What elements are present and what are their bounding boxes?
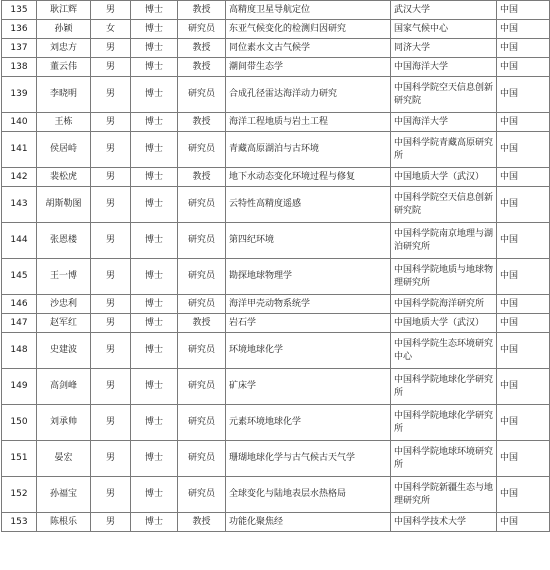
row-number-cell: 149 — [2, 369, 37, 405]
row-number-cell: 150 — [2, 405, 37, 441]
research-field-cell: 珊瑚地球化学与古气候古天气学 — [226, 441, 391, 477]
research-field-cell: 第四纪环境 — [226, 223, 391, 259]
person-name-cell: 孙颖 — [37, 20, 91, 39]
organization-cell: 中国地质大学（武汉） — [391, 314, 497, 333]
person-name-cell: 王栋 — [37, 113, 91, 132]
research-field-cell: 环境地球化学 — [226, 333, 391, 369]
nationality-cell: 中国 — [497, 405, 550, 441]
table-row — [2, 259, 550, 295]
person-name-cell: 侯居峙 — [37, 132, 91, 168]
job-title-cell: 教授 — [178, 113, 226, 132]
person-name-cell: 刘忠方 — [37, 39, 91, 58]
degree-cell: 博士 — [131, 113, 178, 132]
job-title-cell: 教授 — [178, 513, 226, 532]
roster-table — [1, 0, 550, 532]
degree-cell: 博士 — [131, 333, 178, 369]
organization-cell: 中国科学院空天信息创新研究院 — [391, 77, 497, 113]
organization-cell: 武汉大学 — [391, 1, 497, 20]
degree-cell: 博士 — [131, 259, 178, 295]
table-row — [2, 20, 550, 39]
nationality-cell: 中国 — [497, 1, 550, 20]
gender-cell: 男 — [91, 259, 131, 295]
organization-cell: 中国科学院地球化学研究所 — [391, 405, 497, 441]
job-title-cell: 研究员 — [178, 259, 226, 295]
organization-cell: 中国科学院地质与地球物理研究所 — [391, 259, 497, 295]
degree-cell: 博士 — [131, 168, 178, 187]
person-name-cell: 陈根乐 — [37, 513, 91, 532]
person-name-cell: 孙福宝 — [37, 477, 91, 513]
job-title-cell: 研究员 — [178, 132, 226, 168]
gender-cell: 男 — [91, 187, 131, 223]
nationality-cell: 中国 — [497, 39, 550, 58]
row-number-cell: 148 — [2, 333, 37, 369]
research-field-cell: 矿床学 — [226, 369, 391, 405]
table-row — [2, 58, 550, 77]
job-title-cell: 研究员 — [178, 477, 226, 513]
job-title-cell: 教授 — [178, 39, 226, 58]
table-row — [2, 295, 550, 314]
nationality-cell: 中国 — [497, 132, 550, 168]
person-name-cell: 赵军红 — [37, 314, 91, 333]
degree-cell: 博士 — [131, 295, 178, 314]
organization-cell: 中国科学院新疆生态与地理研究所 — [391, 477, 497, 513]
row-number-cell: 141 — [2, 132, 37, 168]
nationality-cell: 中国 — [497, 333, 550, 369]
degree-cell: 博士 — [131, 441, 178, 477]
research-field-cell: 同位素水文古气候学 — [226, 39, 391, 58]
table-row — [2, 441, 550, 477]
organization-cell: 中国科学院生态环境研究中心 — [391, 333, 497, 369]
table-row — [2, 187, 550, 223]
research-field-cell: 元素环境地球化学 — [226, 405, 391, 441]
organization-cell: 中国海洋大学 — [391, 58, 497, 77]
table-row — [2, 132, 550, 168]
organization-cell: 中国科学院地球环境研究所 — [391, 441, 497, 477]
person-name-cell: 晏宏 — [37, 441, 91, 477]
nationality-cell: 中国 — [497, 113, 550, 132]
organization-cell: 中国科学院海洋研究所 — [391, 295, 497, 314]
person-name-cell: 王一博 — [37, 259, 91, 295]
row-number-cell: 145 — [2, 259, 37, 295]
degree-cell: 博士 — [131, 1, 178, 20]
gender-cell: 男 — [91, 132, 131, 168]
person-name-cell: 张恩楼 — [37, 223, 91, 259]
nationality-cell: 中国 — [497, 168, 550, 187]
table-row — [2, 1, 550, 20]
row-number-cell: 153 — [2, 513, 37, 532]
nationality-cell: 中国 — [497, 20, 550, 39]
gender-cell: 男 — [91, 1, 131, 20]
row-number-cell: 136 — [2, 20, 37, 39]
research-field-cell: 高精度卫星导航定位 — [226, 1, 391, 20]
gender-cell: 男 — [91, 113, 131, 132]
organization-cell: 国家气候中心 — [391, 20, 497, 39]
row-number-cell: 142 — [2, 168, 37, 187]
degree-cell: 博士 — [131, 405, 178, 441]
nationality-cell: 中国 — [497, 295, 550, 314]
table-row — [2, 39, 550, 58]
table-row — [2, 369, 550, 405]
gender-cell: 男 — [91, 168, 131, 187]
degree-cell: 博士 — [131, 314, 178, 333]
table-row — [2, 405, 550, 441]
nationality-cell: 中国 — [497, 477, 550, 513]
table-row — [2, 314, 550, 333]
gender-cell: 男 — [91, 513, 131, 532]
degree-cell: 博士 — [131, 187, 178, 223]
row-number-cell: 137 — [2, 39, 37, 58]
row-number-cell: 138 — [2, 58, 37, 77]
nationality-cell: 中国 — [497, 223, 550, 259]
gender-cell: 男 — [91, 295, 131, 314]
job-title-cell: 教授 — [178, 1, 226, 20]
degree-cell: 博士 — [131, 132, 178, 168]
nationality-cell: 中国 — [497, 58, 550, 77]
research-field-cell: 地下水动态变化环境过程与修复 — [226, 168, 391, 187]
degree-cell: 博士 — [131, 39, 178, 58]
table-row — [2, 168, 550, 187]
nationality-cell: 中国 — [497, 513, 550, 532]
table-row — [2, 77, 550, 113]
nationality-cell: 中国 — [497, 187, 550, 223]
gender-cell: 男 — [91, 314, 131, 333]
row-number-cell: 139 — [2, 77, 37, 113]
gender-cell: 男 — [91, 77, 131, 113]
person-name-cell: 董云伟 — [37, 58, 91, 77]
job-title-cell: 教授 — [178, 168, 226, 187]
row-number-cell: 140 — [2, 113, 37, 132]
research-field-cell: 潮间带生态学 — [226, 58, 391, 77]
organization-cell: 中国地质大学（武汉） — [391, 168, 497, 187]
degree-cell: 博士 — [131, 369, 178, 405]
job-title-cell: 研究员 — [178, 405, 226, 441]
job-title-cell: 研究员 — [178, 187, 226, 223]
row-number-cell: 144 — [2, 223, 37, 259]
gender-cell: 男 — [91, 477, 131, 513]
person-name-cell: 刘承帅 — [37, 405, 91, 441]
research-field-cell: 海洋甲壳动物系统学 — [226, 295, 391, 314]
research-field-cell: 云特性高精度遥感 — [226, 187, 391, 223]
person-name-cell: 耿江辉 — [37, 1, 91, 20]
organization-cell: 中国科学院地球化学研究所 — [391, 369, 497, 405]
organization-cell: 中国科学院空天信息创新研究院 — [391, 187, 497, 223]
organization-cell: 中国科学院南京地理与湖泊研究所 — [391, 223, 497, 259]
gender-cell: 男 — [91, 369, 131, 405]
table-row — [2, 477, 550, 513]
degree-cell: 博士 — [131, 223, 178, 259]
table-row — [2, 223, 550, 259]
person-name-cell: 裴松虎 — [37, 168, 91, 187]
degree-cell: 博士 — [131, 477, 178, 513]
degree-cell: 博士 — [131, 77, 178, 113]
gender-cell: 男 — [91, 58, 131, 77]
person-name-cell: 胡斯勒图 — [37, 187, 91, 223]
table-row — [2, 113, 550, 132]
gender-cell: 男 — [91, 405, 131, 441]
gender-cell: 女 — [91, 20, 131, 39]
gender-cell: 男 — [91, 333, 131, 369]
degree-cell: 博士 — [131, 20, 178, 39]
nationality-cell: 中国 — [497, 259, 550, 295]
organization-cell: 同济大学 — [391, 39, 497, 58]
person-name-cell: 沙忠利 — [37, 295, 91, 314]
gender-cell: 男 — [91, 223, 131, 259]
row-number-cell: 151 — [2, 441, 37, 477]
research-field-cell: 功能化聚焦经 — [226, 513, 391, 532]
organization-cell: 中国科学技术大学 — [391, 513, 497, 532]
research-field-cell: 岩石学 — [226, 314, 391, 333]
degree-cell: 博士 — [131, 58, 178, 77]
row-number-cell: 152 — [2, 477, 37, 513]
job-title-cell: 研究员 — [178, 223, 226, 259]
person-name-cell: 史建波 — [37, 333, 91, 369]
organization-cell: 中国海洋大学 — [391, 113, 497, 132]
row-number-cell: 135 — [2, 1, 37, 20]
gender-cell: 男 — [91, 441, 131, 477]
person-name-cell: 高剑峰 — [37, 369, 91, 405]
research-field-cell: 青藏高原湖泊与古环境 — [226, 132, 391, 168]
gender-cell: 男 — [91, 39, 131, 58]
nationality-cell: 中国 — [497, 441, 550, 477]
person-name-cell: 李晓明 — [37, 77, 91, 113]
roster-body — [2, 1, 550, 532]
job-title-cell: 教授 — [178, 58, 226, 77]
table-row — [2, 513, 550, 532]
row-number-cell: 146 — [2, 295, 37, 314]
research-field-cell: 海洋工程地质与岩土工程 — [226, 113, 391, 132]
job-title-cell: 研究员 — [178, 20, 226, 39]
nationality-cell: 中国 — [497, 369, 550, 405]
research-field-cell: 勘探地球物理学 — [226, 259, 391, 295]
row-number-cell: 143 — [2, 187, 37, 223]
nationality-cell: 中国 — [497, 314, 550, 333]
research-field-cell: 合成孔径雷达海洋动力研究 — [226, 77, 391, 113]
job-title-cell: 研究员 — [178, 369, 226, 405]
job-title-cell: 教授 — [178, 314, 226, 333]
research-field-cell: 东亚气候变化的检测归因研究 — [226, 20, 391, 39]
row-number-cell: 147 — [2, 314, 37, 333]
job-title-cell: 研究员 — [178, 295, 226, 314]
nationality-cell: 中国 — [497, 77, 550, 113]
degree-cell: 博士 — [131, 513, 178, 532]
organization-cell: 中国科学院青藏高原研究所 — [391, 132, 497, 168]
job-title-cell: 研究员 — [178, 333, 226, 369]
table-row — [2, 333, 550, 369]
job-title-cell: 研究员 — [178, 77, 226, 113]
job-title-cell: 研究员 — [178, 441, 226, 477]
research-field-cell: 全球变化与陆地表层水热格局 — [226, 477, 391, 513]
